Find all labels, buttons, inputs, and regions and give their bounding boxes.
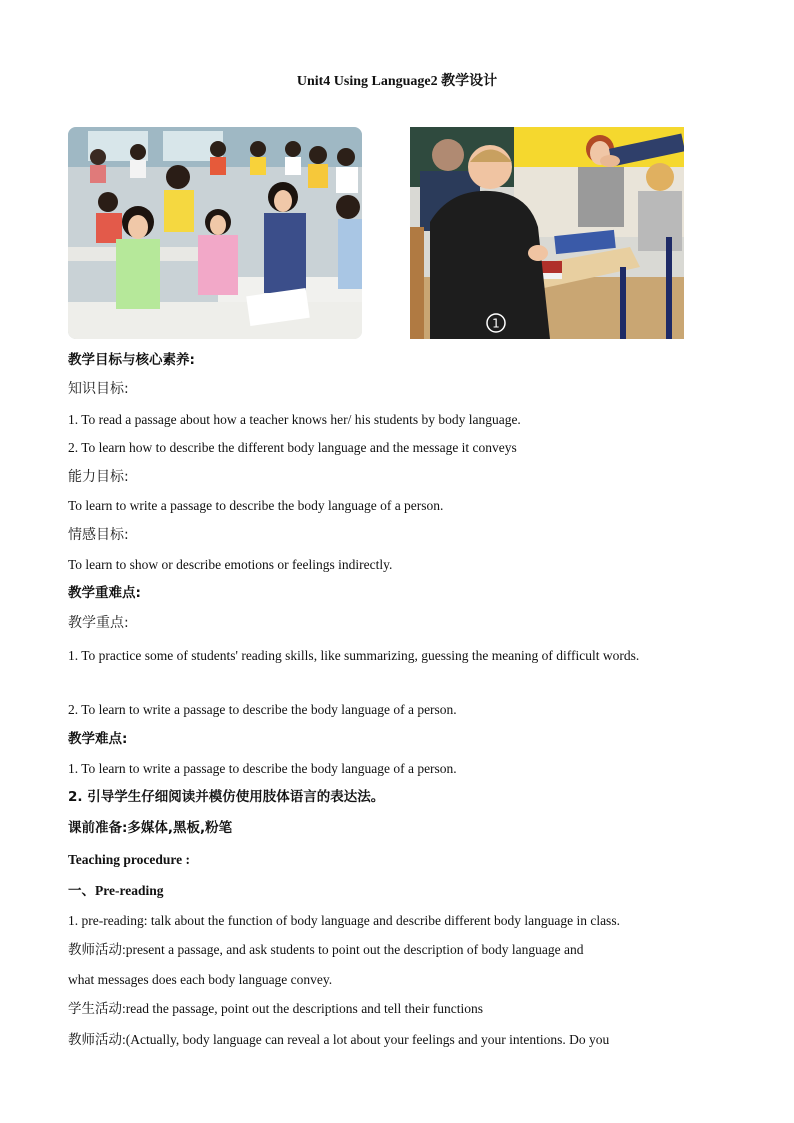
teacher-activity-1: 教师活动:present a passage, and ask students to point out the description of body language and — [68, 942, 584, 957]
knowledge-label: 知识目标: — [68, 381, 129, 397]
teacher-activity-2: 教师活动:(Actually, body language can reveal a lot about your feelings and your intentions. Do you — [68, 1032, 610, 1047]
emotion-item-1: To learn to show or describe emotions or feelings indirectly. — [68, 557, 393, 572]
knowledge-item-2: 2. To learn how to describe the different body language and the message it conveys — [68, 440, 517, 455]
knowledge-item-1: 1. To read a passage about how a teacher knows her/ his students by body language. — [68, 412, 521, 427]
ability-label: 能力目标: — [68, 469, 129, 485]
pre-reading-item-1: 1. pre-reading: talk about the function of body language and describe different body language in class. — [68, 913, 620, 928]
key-item-1: 1. To practice some of students' reading skills, like summarizing, guessing the meaning of difficult words. — [68, 648, 640, 663]
classroom-photo-right — [410, 127, 684, 339]
key-points-heading: 教学重难点: — [68, 585, 141, 601]
emotion-label: 情感目标: — [68, 527, 129, 543]
key-label: 教学重点: — [68, 615, 129, 631]
pre-reading-heading: 一、Pre-reading — [68, 883, 164, 898]
classroom-photo-left — [68, 127, 362, 339]
teacher-activity-1-cont: what messages does each body language convey. — [68, 972, 333, 987]
teaching-procedure-heading: Teaching procedure : — [68, 852, 191, 867]
difficult-item-2: 2. 引导学生仔细阅读并模仿使用肢体语言的表达法。 — [68, 789, 385, 805]
student-activity-1: 学生活动:read the passage, point out the descriptions and tell their functions — [68, 1001, 484, 1016]
difficult-label: 教学难点: — [68, 731, 128, 747]
difficult-item-1: 1. To learn to write a passage to describe the body language of a person. — [68, 761, 457, 776]
photo-badge-number: 1 — [492, 316, 500, 331]
class-preparation: 课前准备:多媒体,黑板,粉笔 — [68, 820, 233, 836]
ability-item-1: To learn to write a passage to describe the body language of a person. — [68, 498, 444, 513]
document-title: Unit4 Using Language2 教学设计 — [296, 74, 498, 89]
goals-heading: 教学目标与核心素养: — [68, 352, 195, 368]
key-item-2: 2. To learn to write a passage to describe the body language of a person. — [68, 702, 457, 717]
